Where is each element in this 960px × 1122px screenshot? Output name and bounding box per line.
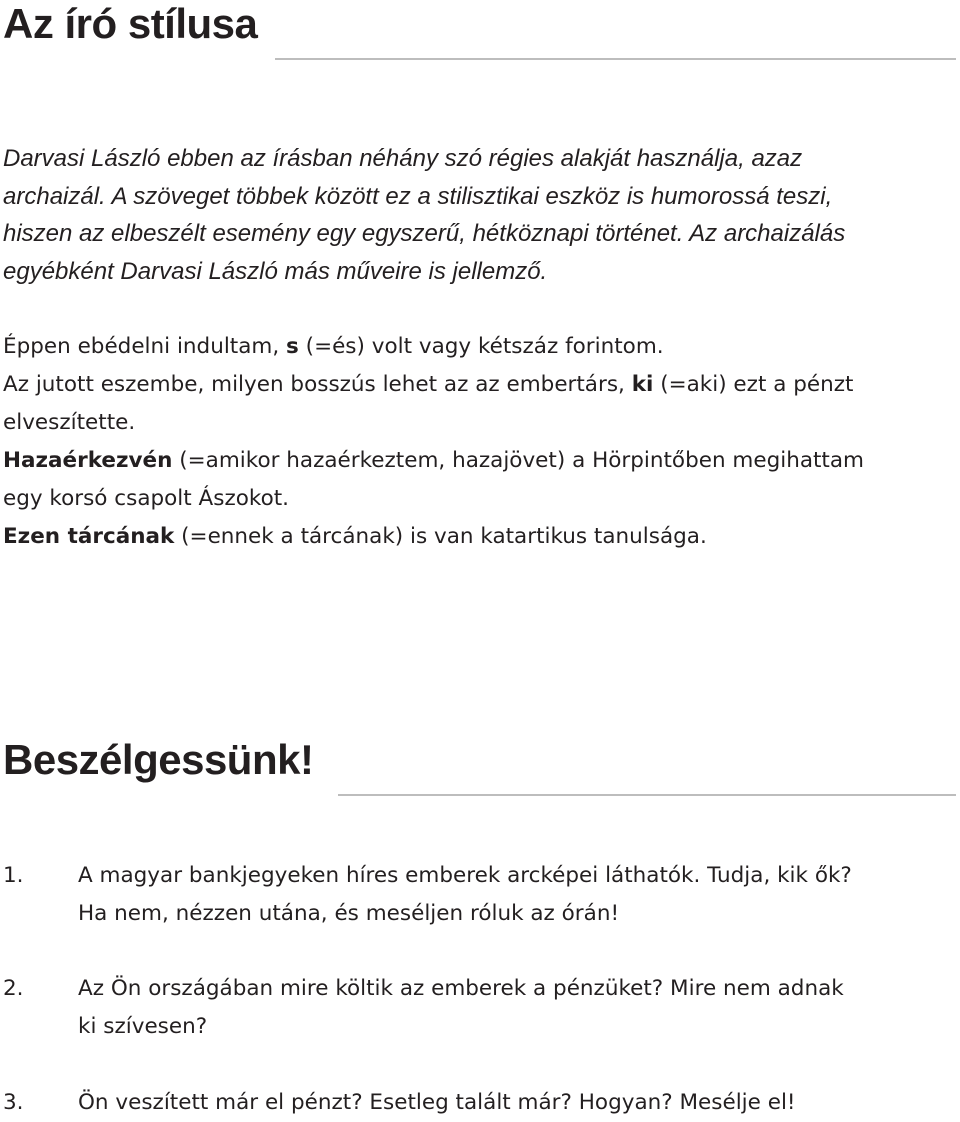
question-number: 3. <box>3 1090 24 1115</box>
question-number: 1. <box>3 863 24 888</box>
intro-line-3: hiszen az elbeszélt esemény egy egyszerű, hétköznapi történet. Az archaizálás <box>3 220 846 247</box>
question-number: 2. <box>3 976 24 1001</box>
example-text: elveszítette. <box>3 410 136 435</box>
example-gloss: (=ennek a tárcának) is van katartikus tanulsága. <box>174 524 707 549</box>
intro-line-2: archaizál. A szöveget többek között ez a stilisztikai eszköz is humorossá teszi, <box>3 183 833 210</box>
example-line-6 <box>3 518 707 556</box>
example-gloss: (=amikor hazaérkeztem, hazajövet) a Hörpintőben megihattam <box>172 448 864 473</box>
example-text: Éppen ebédelni indultam, <box>3 334 287 359</box>
intro-line-4: egyébként Darvasi László más műveire is jellemző. <box>3 258 548 285</box>
example-line-4 <box>3 442 864 480</box>
example-text: egy korsó csapolt Ászokot. <box>3 486 289 511</box>
section-title-discussion: Beszélgessünk! <box>3 736 314 783</box>
example-gloss: (=és) volt vagy kétszáz forintom. <box>298 334 664 359</box>
question-1-line-2: Ha nem, nézzen utána, és meséljen róluk az órán! <box>78 901 620 926</box>
archaic-word: s <box>286 334 299 359</box>
example-gloss: (=aki) ezt a pénzt <box>653 372 854 397</box>
example-line-2 <box>3 366 853 404</box>
intro-line-1: Darvasi László ebben az írásban néhány szó régies alakját használja, azaz <box>3 145 803 172</box>
question-1-line-1: A magyar bankjegyeken híres emberek arcképei láthatók. Tudja, kik ők? <box>78 863 852 888</box>
example-line-3 <box>3 404 135 442</box>
question-2-line-1: Az Ön országában mire költik az emberek a pénzüket? Mire nem adnak <box>78 976 844 1001</box>
title-divider <box>338 794 956 796</box>
question-2-line-2: ki szívesen? <box>78 1014 208 1039</box>
archaic-word: ki <box>631 372 654 397</box>
example-text: Az jutott eszembe, milyen bosszús lehet az az embertárs, <box>3 372 632 397</box>
section-title-style: Az író stílusa <box>3 0 258 47</box>
archaic-word: Ezen tárcának <box>3 524 175 549</box>
example-line-1 <box>3 328 664 366</box>
question-3-line-1: Ön veszített már el pénzt? Esetleg talált már? Hogyan? Mesélje el! <box>78 1090 796 1115</box>
title-divider <box>275 58 956 60</box>
archaic-word: Hazaérkezvén <box>3 448 173 473</box>
example-line-5 <box>3 480 289 518</box>
